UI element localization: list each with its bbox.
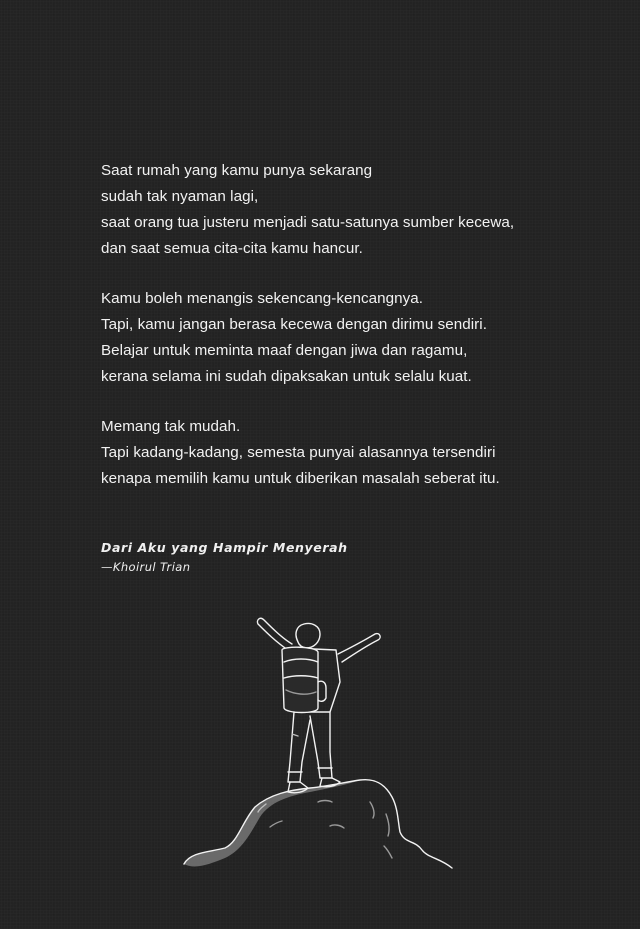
stanza-3 — [101, 414, 601, 492]
hiker-illustration — [170, 612, 470, 882]
poem-line: Tapi, kamu jangan berasa kecewa dengan dirimu sendiri. — [101, 316, 487, 333]
stanza-2 — [101, 286, 601, 390]
signature — [101, 538, 348, 576]
stanza-1 — [101, 158, 601, 262]
signature-author: —Khoirul Trian — [101, 560, 191, 574]
poem-line: Memang tak mudah. — [101, 418, 241, 435]
poem-line: Kamu boleh menangis sekencang-kencangnya. — [101, 290, 424, 307]
poem-line: dan saat semua cita-cita kamu hancur. — [101, 240, 363, 257]
signature-title: Dari Aku yang Hampir Menyerah — [101, 540, 348, 555]
poem-line: kerana selama ini sudah dipaksakan untuk selalu kuat. — [101, 368, 472, 385]
poem — [101, 158, 601, 516]
poem-line: kenapa memilih kamu untuk diberikan masalah seberat itu. — [101, 470, 500, 487]
poem-line: sudah tak nyaman lagi, — [101, 188, 259, 205]
poem-line: saat orang tua justeru menjadi satu-satunya sumber kecewa, — [101, 214, 515, 231]
hiker-on-hill-icon — [170, 612, 470, 882]
poem-line: Saat rumah yang kamu punya sekarang — [101, 162, 373, 179]
poem-line: Tapi kadang-kadang, semesta punyai alasannya tersendiri — [101, 444, 496, 461]
poem-line: Belajar untuk meminta maaf dengan jiwa dan ragamu, — [101, 342, 468, 359]
